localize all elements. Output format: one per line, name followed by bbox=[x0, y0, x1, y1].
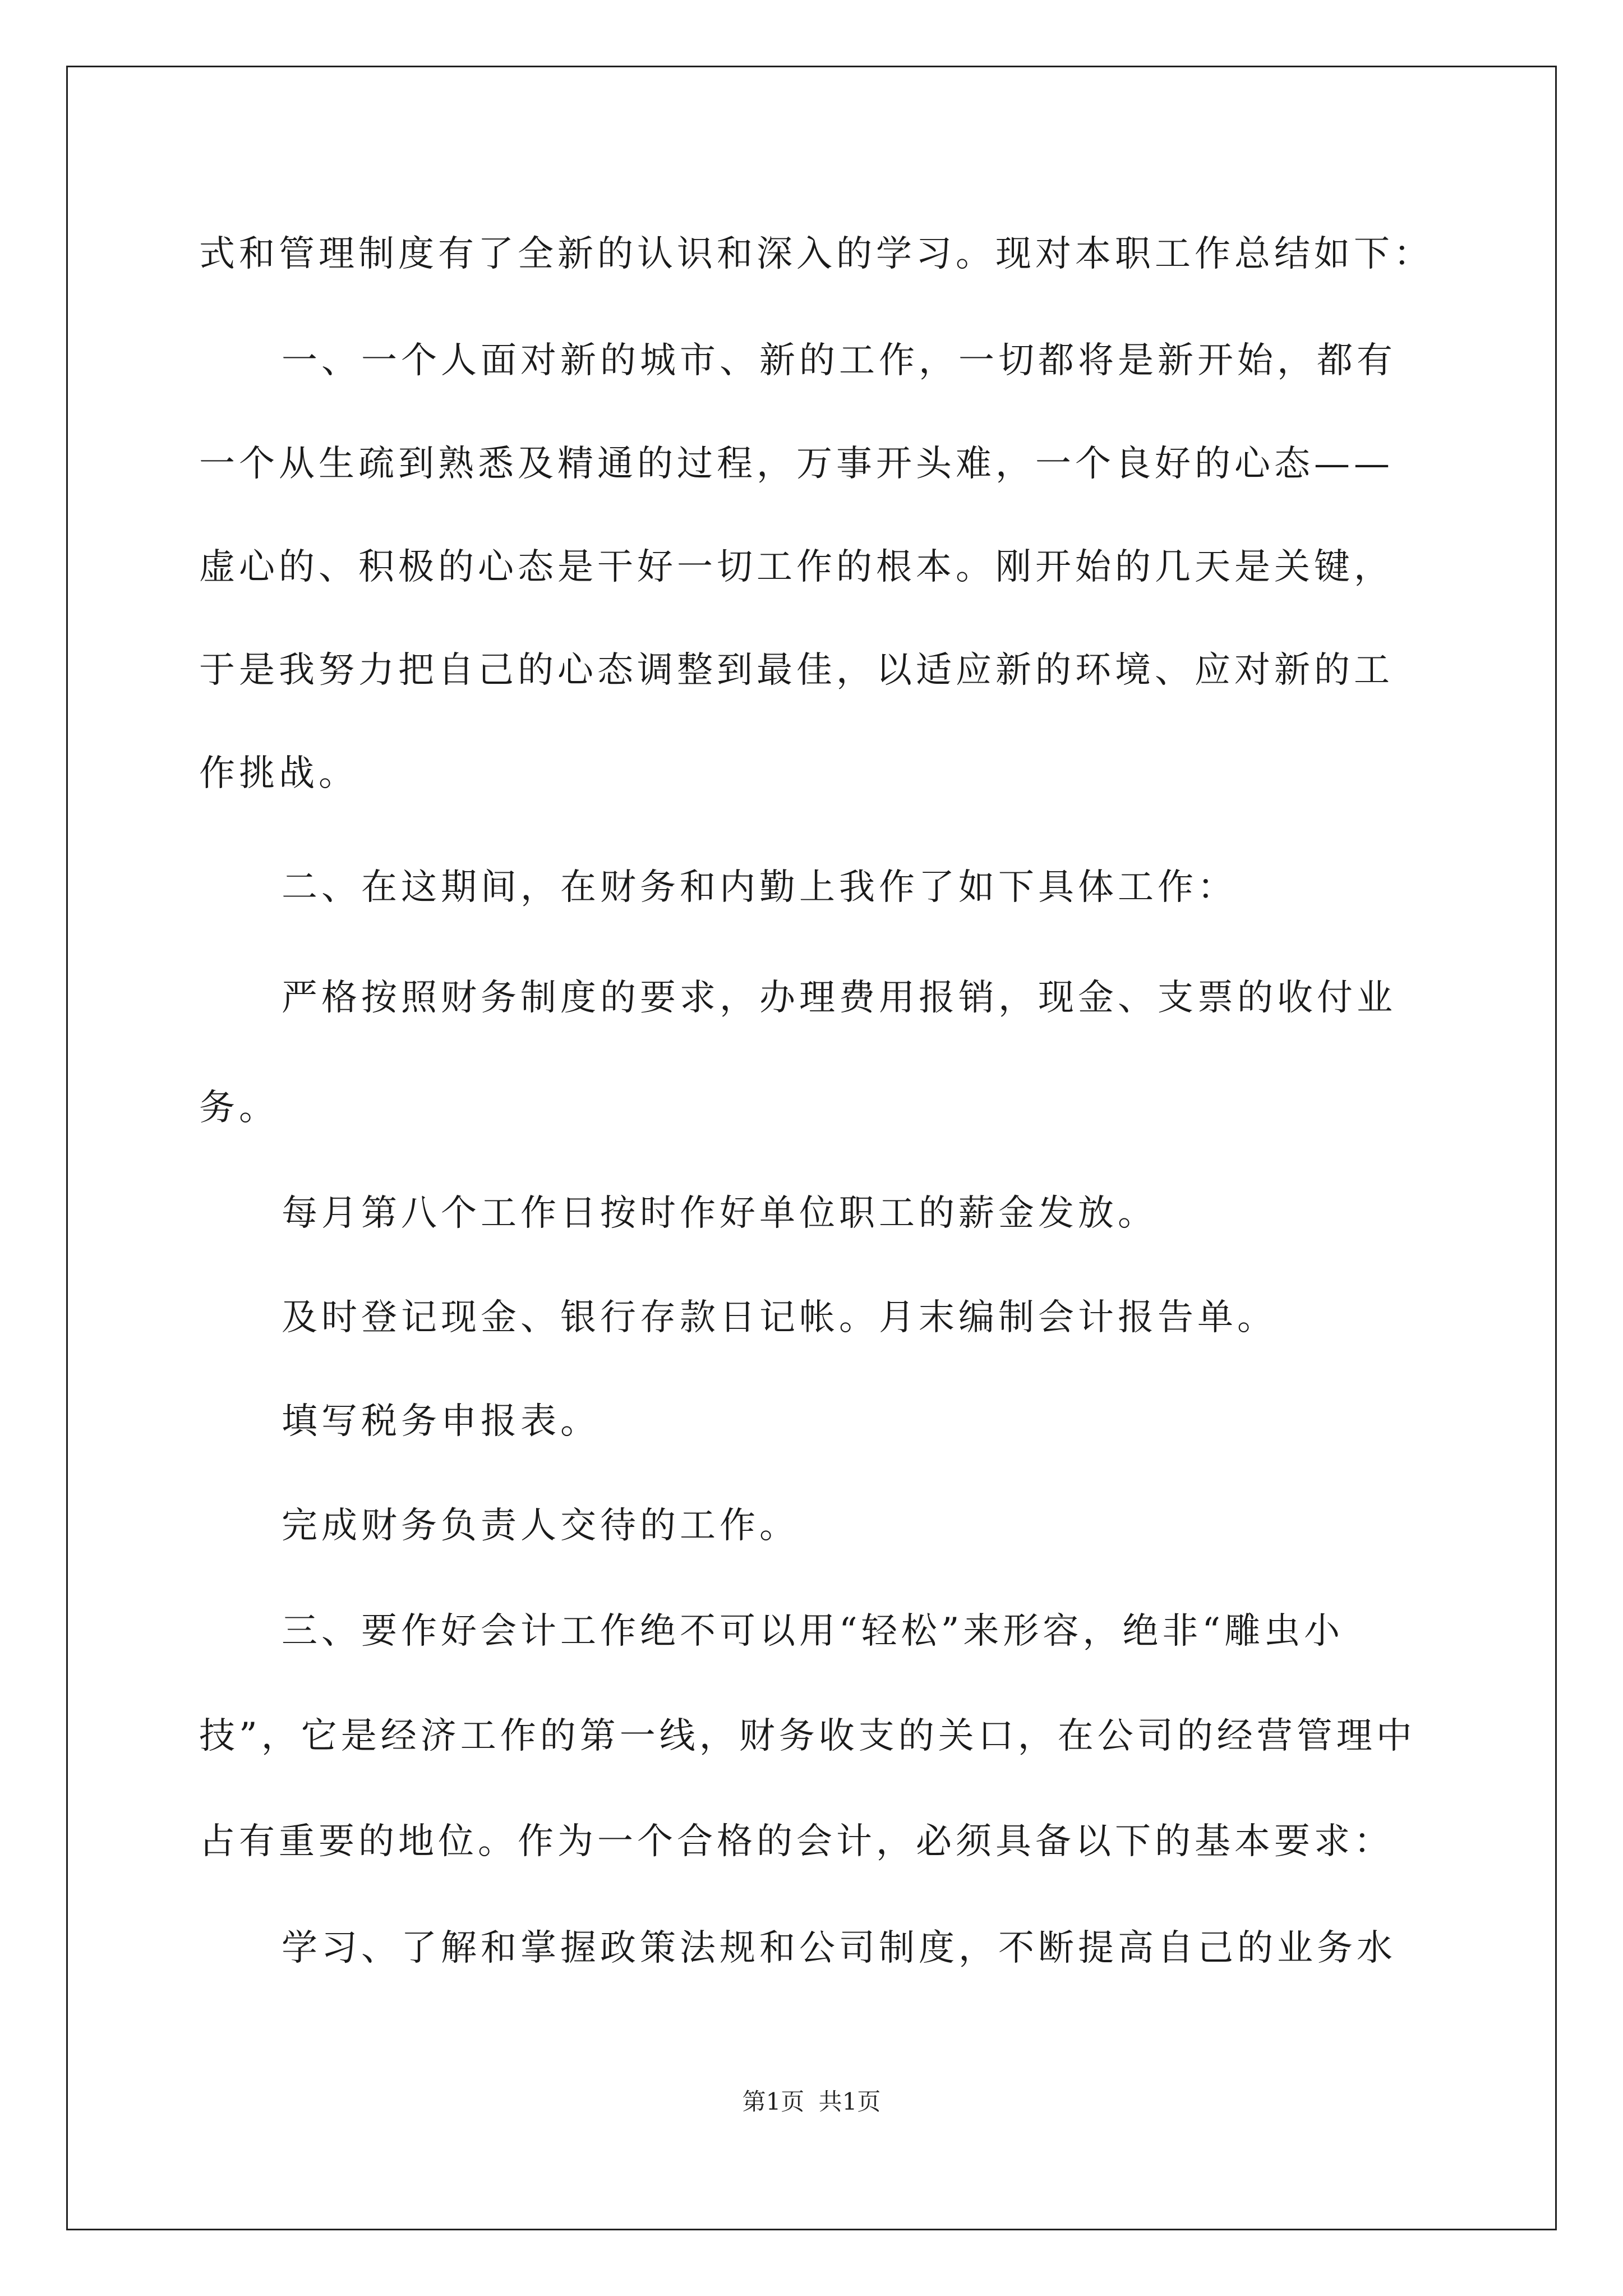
text-line: 完成财务负责人交待的工作。 bbox=[282, 1505, 799, 1547]
text-line: 及时登记现金、银行存款日记帐。月末编制会计报告单。 bbox=[282, 1297, 1277, 1338]
page-footer bbox=[0, 2088, 1623, 2116]
text-line: 每月第八个工作日按时作好单位职工的薪金发放。 bbox=[282, 1193, 1158, 1234]
text-line: 占有重要的地位。作为一个合格的会计，必须具备以下的基本要求： bbox=[199, 1821, 1394, 1862]
text-line: 三、要作好会计工作绝不可以用“轻松”来形容，绝非“雕虫小 bbox=[282, 1611, 1344, 1652]
text-line: 学习、了解和掌握政策法规和公司制度，不断提高自己的业务水 bbox=[282, 1927, 1396, 1969]
text-line: 严格按照财务制度的要求，办理费用报销，现金、支票的收付业 bbox=[282, 977, 1396, 1019]
text-line: 作挑战。 bbox=[199, 753, 358, 794]
page-number-current: 第1页 bbox=[742, 2088, 805, 2115]
text-line: 虚心的、积极的心态是干好一切工作的根本。刚开始的几天是关键， bbox=[199, 546, 1394, 588]
page-number-total: 共1页 bbox=[818, 2088, 881, 2115]
text-line: 务。 bbox=[199, 1087, 279, 1129]
text-line: 填写税务申报表。 bbox=[282, 1401, 600, 1442]
text-line: 一、一个人面对新的城市、新的工作，一切都将是新开始，都有 bbox=[282, 340, 1396, 381]
page-border bbox=[66, 66, 1557, 2230]
text-line: 技”，它是经济工作的第一线，财务收支的关口，在公司的经营管理中 bbox=[199, 1715, 1416, 1757]
text-line: 于是我努力把自己的心态调整到最佳，以适应新的环境、应对新的工 bbox=[199, 650, 1394, 691]
text-line: 二、在这期间，在财务和内勤上我作了如下具体工作： bbox=[282, 867, 1237, 908]
text-line: 式和管理制度有了全新的认识和深入的学习。现对本职工作总结如下： bbox=[199, 233, 1433, 275]
text-line: 一个从生疏到熟悉及精通的过程，万事开头难，一个良好的心态—— bbox=[199, 443, 1394, 485]
